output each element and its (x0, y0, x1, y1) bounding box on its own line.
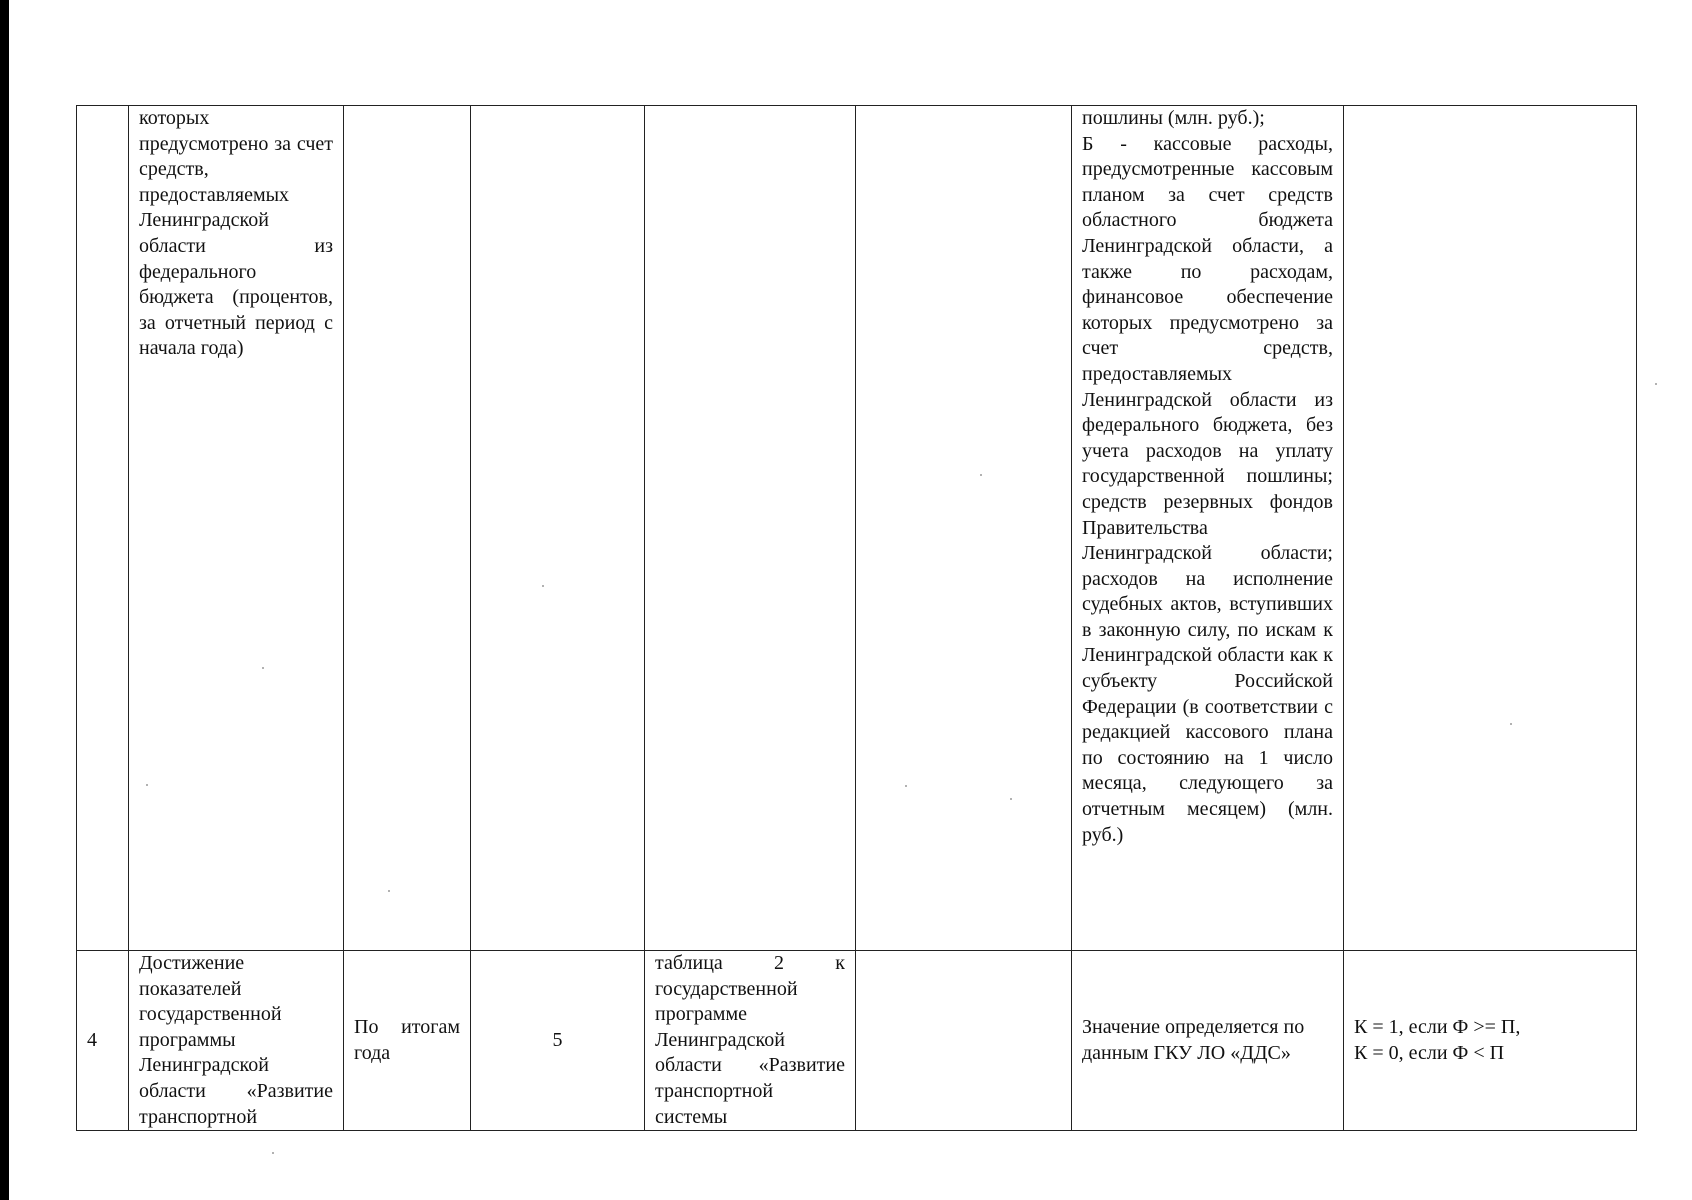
cell-num (77, 106, 129, 951)
cell-col6 (856, 951, 1072, 1131)
scan-speck (262, 667, 264, 669)
indicators-table (76, 105, 1637, 1131)
cell-scoring (1344, 106, 1637, 951)
scan-speck (146, 784, 148, 786)
table-row (77, 106, 1637, 951)
cell-indicator: Достижение показателей государственной программы Ленинградской области «Развитие транспортной (129, 951, 344, 1131)
cell-col6 (856, 106, 1072, 951)
scan-speck (1010, 798, 1012, 800)
cell-indicator: которых предусмотрено за счет средств, предоставляемых Ленинградской области из федерального бюджета (процентов, за отчетный период с начала года) (129, 106, 344, 951)
scoring-rule-2: К = 0, если Ф < П (1354, 1041, 1505, 1064)
scan-speck (1510, 723, 1512, 725)
scan-speck (542, 585, 544, 587)
scoring-rule-1: К = 1, если Ф >= П, (1354, 1015, 1521, 1038)
table-row (77, 951, 1637, 1131)
cell-periodicity (344, 106, 471, 951)
cell-formula: Значение определяется по данным ГКУ ЛО «ДДС» (1072, 951, 1344, 1131)
scan-speck (905, 785, 907, 787)
cell-scoring (1344, 951, 1637, 1131)
cell-periodicity: По итогам года (344, 951, 471, 1131)
scan-speck (388, 890, 390, 892)
scan-speck (980, 474, 982, 476)
cell-source (645, 106, 856, 951)
cell-weight: 5 (471, 951, 645, 1131)
cell-num: 4 (77, 951, 129, 1131)
scan-speck (1655, 383, 1657, 385)
cell-source: таблица 2 к государственной программе Ленинградской области «Развитие транспортной системы (645, 951, 856, 1131)
scan-speck (272, 1152, 274, 1154)
scan-edge-bar (0, 0, 9, 1200)
cell-formula: пошлины (млн. руб.); Б - кассовые расходы, предусмотренные кассовым планом за счет средств областного бюджета Ленинградской области, а также по расходам, финансовое обеспечение которых предусмотрено за счет средств, предоставляемых Ленинградской области из федерального бюджета, без учета расходов на уплату государственной пошлины; средств резервных фондов Правительства Ленинградской области; расходов на исполнение судебных актов, вступивших в законную силу, по искам к Ленинградской области как к субъекту Российской Федерации (в соответствии с редакцией кассового плана по состоянию на 1 число месяца, следующего за отчетным месяцем) (млн. руб.) (1072, 106, 1344, 951)
cell-weight (471, 106, 645, 951)
